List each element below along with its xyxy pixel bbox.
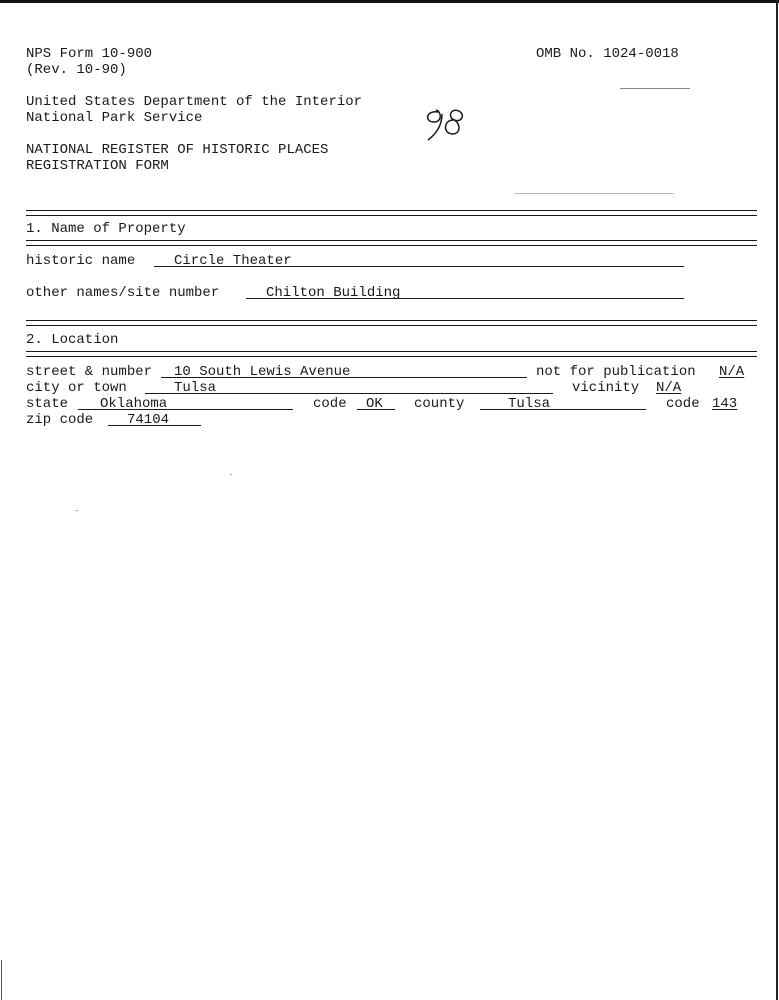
county-value: Tulsa (508, 396, 551, 412)
section1-heading: 1. Name of Property (26, 221, 186, 237)
city-label: city or town (26, 380, 127, 396)
vicinity-label: vicinity (572, 380, 640, 396)
not-for-publication-label: not for publication (536, 364, 696, 380)
city-value: Tulsa (174, 380, 217, 396)
county-label: county (414, 396, 465, 412)
scan-speck (230, 474, 232, 475)
scan-speck (620, 88, 690, 89)
section-rule (26, 210, 757, 216)
form-title: REGISTRATION FORM (26, 158, 169, 174)
scan-speck (514, 193, 674, 194)
section-rule (26, 320, 757, 326)
form-revision: (Rev. 10-90) (26, 62, 127, 78)
historic-name-value: Circle Theater (174, 253, 292, 269)
service-name: National Park Service (26, 110, 203, 126)
other-names-value: Chilton Building (266, 285, 401, 301)
section-rule (26, 351, 757, 357)
county-line (480, 409, 646, 410)
omb-number: OMB No. 1024-0018 (536, 46, 679, 62)
form-number: NPS Form 10-900 (26, 46, 153, 62)
scan-speck (76, 510, 78, 511)
state-code-value: OK (366, 396, 383, 412)
county-code-label: code (666, 396, 700, 412)
state-code-label: code (313, 396, 347, 412)
historic-name-label: historic name (26, 253, 136, 269)
department-name: United States Department of the Interior (26, 94, 363, 110)
state-value: Oklahoma (100, 396, 168, 412)
scan-right-edge (776, 0, 778, 1000)
zip-value: 74104 (127, 412, 170, 428)
state-label: state (26, 396, 69, 412)
street-value: 10 South Lewis Avenue (174, 364, 351, 380)
street-label: street & number (26, 364, 153, 380)
register-title: NATIONAL REGISTER OF HISTORIC PLACES (26, 142, 329, 158)
scan-left-edge (1, 960, 2, 1000)
handwritten-mark-98 (418, 106, 468, 146)
vicinity-value: N/A (656, 380, 682, 396)
scan-top-edge (0, 0, 779, 3)
not-for-publication-value: N/A (719, 364, 745, 380)
county-code-value: 143 (712, 396, 738, 412)
other-names-label: other names/site number (26, 285, 220, 301)
section-rule (26, 240, 757, 246)
zip-label: zip code (26, 412, 94, 428)
section2-heading: 2. Location (26, 332, 119, 348)
